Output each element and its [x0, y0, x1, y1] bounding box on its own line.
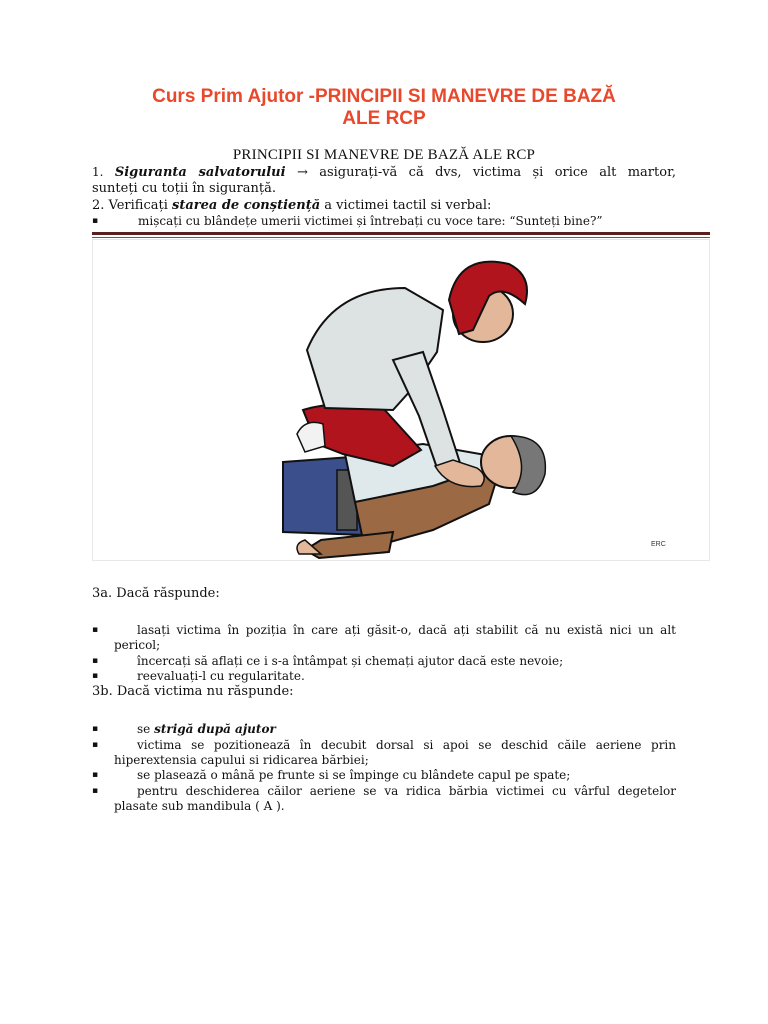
bullet-icon: ▪ [92, 625, 99, 635]
list-item [92, 214, 676, 229]
p1-bold: Siguranta salvatorului [114, 165, 286, 180]
paragraph-1 [92, 164, 676, 197]
artist-signature: ERC [651, 541, 666, 548]
title-line-1: Curs Prim Ajutor -PRINCIPII SI MANEVRE DE BAZĂ [152, 86, 616, 107]
section-3a-heading: 3a. Dacă răspunde: [92, 586, 220, 601]
p2-pre: 2. Verificați [92, 198, 173, 213]
paragraph-2 [92, 198, 676, 214]
section-3b-heading: 3b. Dacă victima nu răspunde: [92, 684, 294, 699]
list-3a-item-1: lasați victima în poziția în care ați găsit-o, dacă ați stabilit că nu există nici un alt pericol; [114, 623, 676, 652]
list-3b-item-3: se plasează o mână pe frunte si se împinge cu blândete capul pe spate; [137, 768, 571, 782]
list-3a-item-3: reevaluați-l cu regularitate. [137, 669, 305, 683]
paragraph-1-line-1 [92, 164, 676, 181]
list-item [92, 669, 676, 684]
p2-bold: starea de conștiență [172, 198, 321, 213]
bullet-icon: ▪ [92, 740, 99, 750]
rescuer-victim-illustration [93, 240, 709, 560]
illustration-figure [92, 239, 710, 561]
p2-post: a victimei tactil si verbal: [320, 198, 492, 213]
p1-number: 1. [92, 165, 104, 179]
p1-rest: → asigurați-vă că dvs, victima și orice alt martor, [285, 165, 676, 180]
divider-thin [92, 237, 710, 238]
list-item [92, 784, 676, 814]
document-title [0, 86, 768, 130]
list-item [92, 738, 676, 768]
bullet-icon: ▪ [92, 770, 99, 780]
bullet-icon: ▪ [92, 724, 99, 734]
bullet-icon: ▪ [92, 656, 99, 666]
list-item [92, 722, 676, 737]
bullet-icon: ▪ [92, 671, 99, 681]
bullet-text: mișcați cu blândețe umerii victimei și întrebați cu voce tare: “Sunteți bine?” [138, 214, 603, 228]
title-line-2: ALE RCP [342, 108, 426, 129]
list-item [92, 654, 676, 669]
list-item [92, 623, 676, 653]
bullet-icon: ▪ [92, 786, 99, 796]
list-3b-item-4: pentru deschiderea căilor aeriene se va ridica bărbia victimei cu vârful degetelor plasate sub mandibula ( A ). [114, 784, 676, 813]
divider [92, 232, 710, 235]
list-3a-item-2: încercați să aflați ce i s-a întâmpat și chemați ajutor dacă este nevoie; [137, 654, 564, 668]
list-3b-item-1-bold: strigă după ajutor [154, 722, 276, 736]
list-3b-item-1-pre: se [137, 722, 155, 736]
list-3b-item-2: victima se pozitionează în decubit dorsal si apoi se deschid căile aeriene prin hiperextensia capului si ridicarea bărbiei; [114, 738, 676, 767]
paragraph-1-line-2: sunteți cu toții în siguranță. [92, 181, 276, 196]
list-item [92, 768, 676, 783]
bullet-icon: ▪ [92, 216, 99, 226]
section-heading: PRINCIPII SI MANEVRE DE BAZĂ ALE RCP [232, 147, 536, 163]
